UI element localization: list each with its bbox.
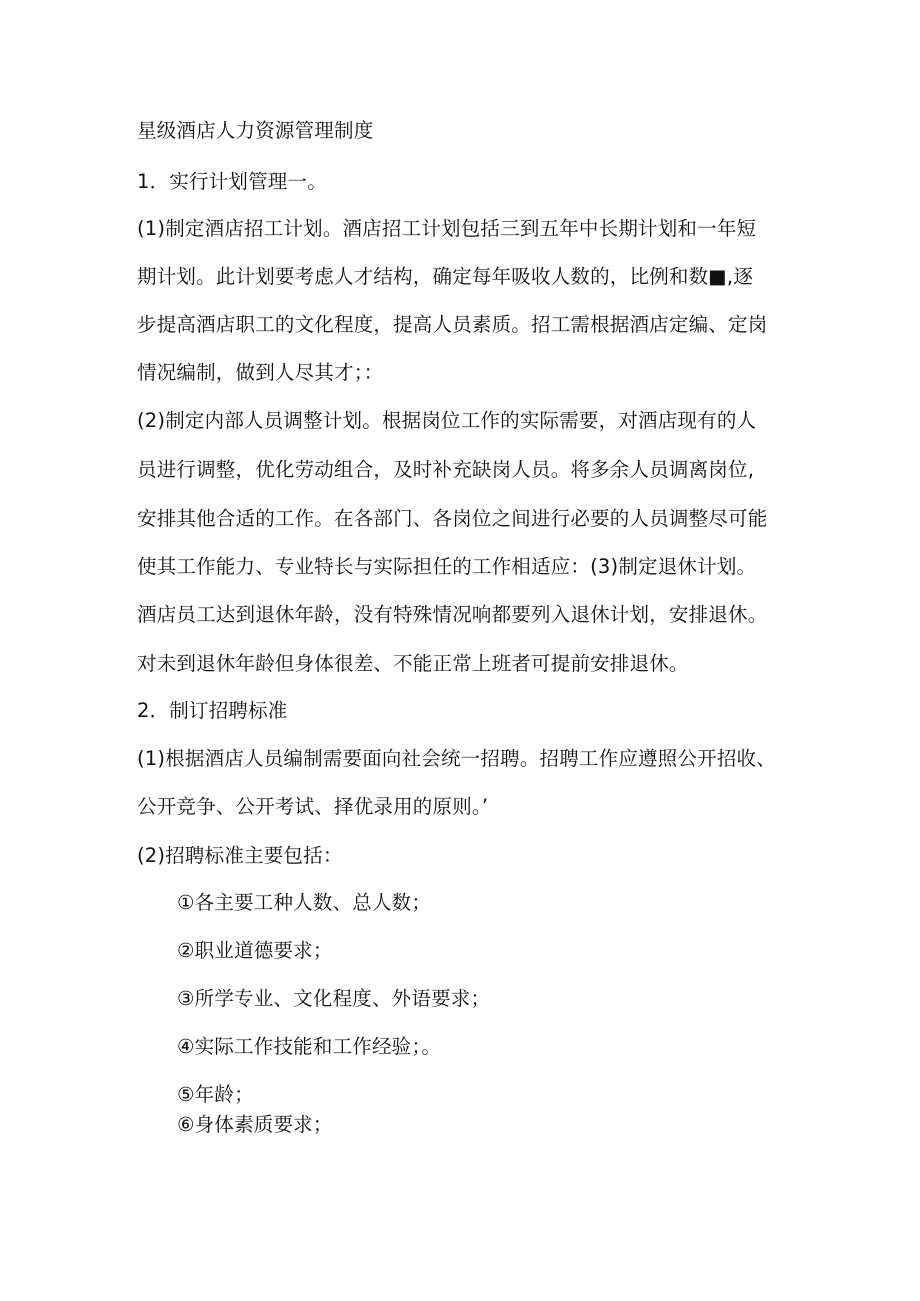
list-item: ⑥身体素质要求； [177,1113,333,1136]
document-title: 星级酒店人力资源管理制度 [137,119,374,142]
paragraph-line: (1)根据酒店人员编制需要面向社会统一招聘。招聘工作应遵照公开招收、 [137,747,776,770]
section-2-heading: 2．制订招聘标准 [137,699,288,722]
list-item: ④实际工作技能和工作经验；。 [177,1035,442,1058]
paragraph-line: 安排其他合适的工作。在各部门、各岗位之间进行必要的人员调整尽可能 [137,507,768,530]
paragraph-line: (1)制定酒店招工计划。酒店招工计划包括三到五年中长期计划和一年短 [137,217,757,240]
paragraph-line: 步提高酒店职工的文化程度，提高人员素质。招工需根据酒店定编、定岗 [137,313,768,336]
list-item: ①各主要工种人数、总人数； [177,891,432,914]
paragraph-line: 员进行调整，优化劳动组合，及时补充缺岗人员。将多余人员调离岗位, [137,458,755,481]
list-item: ⑤年龄； [177,1083,254,1106]
paragraph-line: 酒店员工达到退休年龄，没有特殊情况响都要列入退休计划，安排退休。 [137,603,768,626]
paragraph-line: 使其工作能力、专业特长与实际担任的工作相适应：(3)制定退休计划。 [137,555,757,578]
section-1-heading: 1．实行计划管理一。 [137,170,327,193]
list-item: ②职业道德要求； [177,939,333,962]
paragraph-line: (2)招聘标准主要包括： [137,844,343,867]
list-item: ③所学专业、文化程度、外语要求； [177,987,491,1010]
paragraph-line: 情况编制，做到人尽其才；： [137,361,384,384]
paragraph-line: 期计划。此计划要考虑人才结构，确定每年吸收人数的，比例和数■,逐 [137,265,754,288]
paragraph-line: (2)制定内部人员调整计划。根据岗位工作的实际需要，对酒店现有的人 [137,409,757,432]
paragraph-line: 对未到退休年龄但身体很差、不能正常上班者可提前安排退休。 [137,652,689,675]
paragraph-line: 公开竞争、公开考试、择优录用的原则。’ [137,795,489,818]
